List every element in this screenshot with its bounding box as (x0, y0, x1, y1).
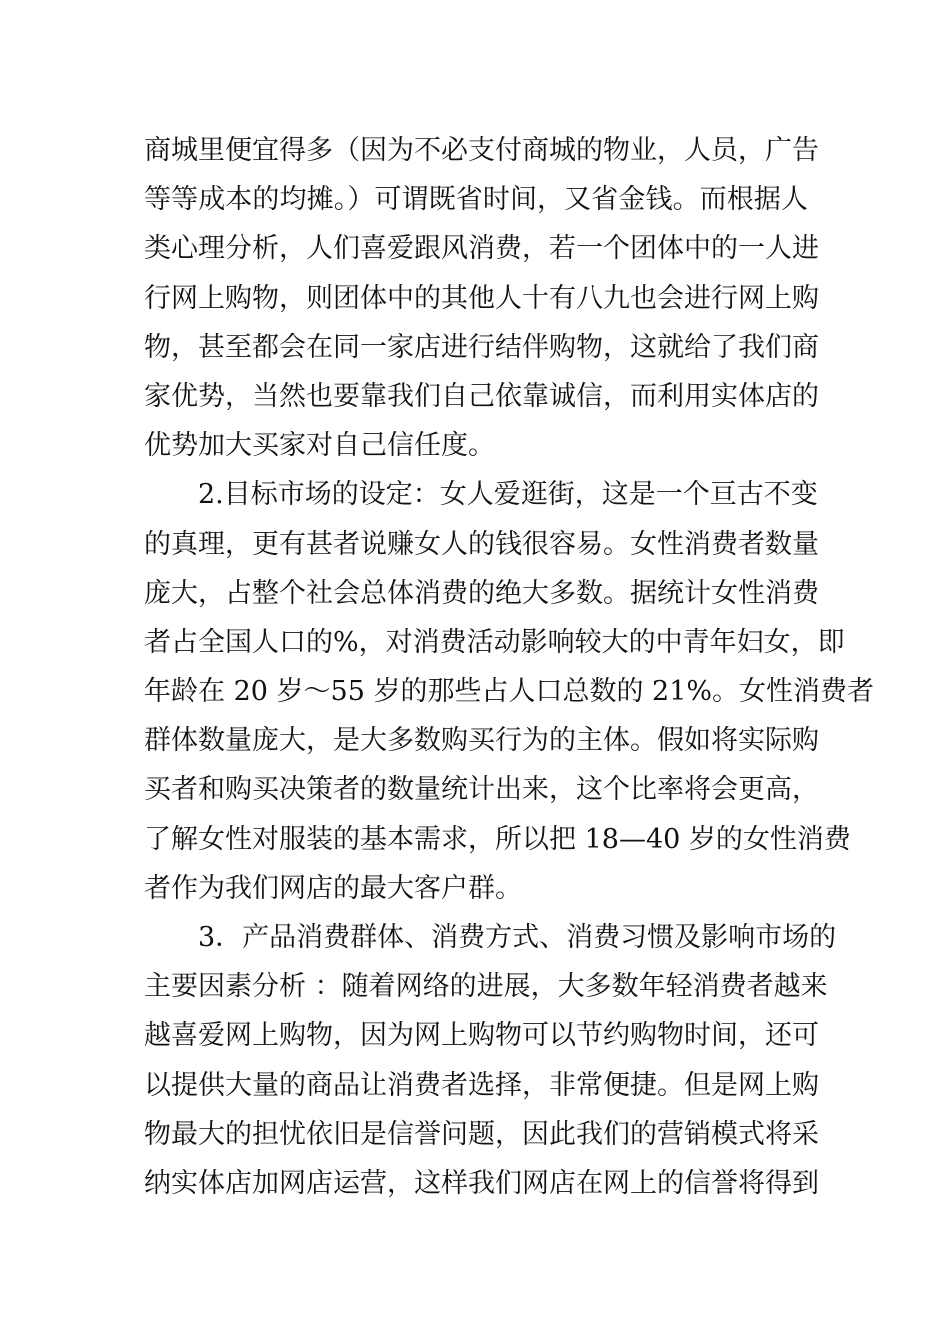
document-body (144, 126, 875, 1208)
text-line: 优势加大买家对自己信任度。 (144, 430, 495, 462)
text-line: 以提供大量的商品让消费者选择，非常便捷。但是网上购 (144, 1069, 819, 1101)
text-line: 买者和购买决策者的数量统计出来，这个比率将会更高， (144, 774, 819, 806)
text-line: 类心理分析，人们喜爱跟风消费，若一个团体中的一人进 (144, 233, 819, 265)
text-line: 物最大的担忧依旧是信誉问题，因此我们的营销模式将采 (144, 1118, 819, 1150)
text-line: 者占全国人口的%，对消费活动影响较大的中青年妇女，即 (144, 626, 845, 658)
text-line: 年龄在 20 岁～55 岁的那些占人口总数的 21%。女性消费者 (144, 676, 875, 708)
paragraph-1 (144, 126, 819, 470)
text-line: 越喜爱网上购物，因为网上购物可以节约购物时间，还可 (144, 1020, 819, 1052)
paragraph-3 (144, 913, 837, 1208)
text-line: 纳实体店加网店运营，这样我们网店在网上的信誉将得到 (144, 1167, 819, 1199)
text-line: 者作为我们网店的最大客户群。 (144, 872, 522, 904)
text-line: 群体数量庞大，是大多数购买行为的主体。假如将实际购 (144, 725, 819, 757)
text-line: 3．产品消费群体、消费方式、消费习惯及影响市场的 (198, 922, 837, 953)
text-line: 了解女性对服装的基本需求，所以把 18—40 岁的女性消费 (144, 823, 851, 855)
text-line: 主要因素分析 ：随着网络的进展，大多数年轻消费者越来 (144, 971, 828, 1003)
paragraph-2 (144, 470, 875, 913)
text-line: 庞大，占整个社会总体消费的绝大多数。据统计女性消费 (144, 577, 819, 609)
text-line: 物，甚至都会在同一家店进行结伴购物，这就给了我们商 (144, 331, 819, 363)
text-line: 行网上购物，则团体中的其他人十有八九也会进行网上购 (144, 282, 819, 314)
text-line: 2.目标市场的设定：女人爱逛街，这是一个亘古不变 (198, 479, 818, 511)
text-line: 家优势，当然也要靠我们自己依靠诚信，而利用实体店的 (144, 380, 819, 412)
text-line: 的真理，更有甚者说赚女人的钱很容易。女性消费者数量 (144, 528, 819, 560)
text-line: 商城里便宜得多（因为不必支付商城的物业，人员，广告 (144, 135, 819, 166)
text-line: 等等成本的均摊。）可谓既省时间，又省金钱。而根据人 (144, 184, 808, 216)
